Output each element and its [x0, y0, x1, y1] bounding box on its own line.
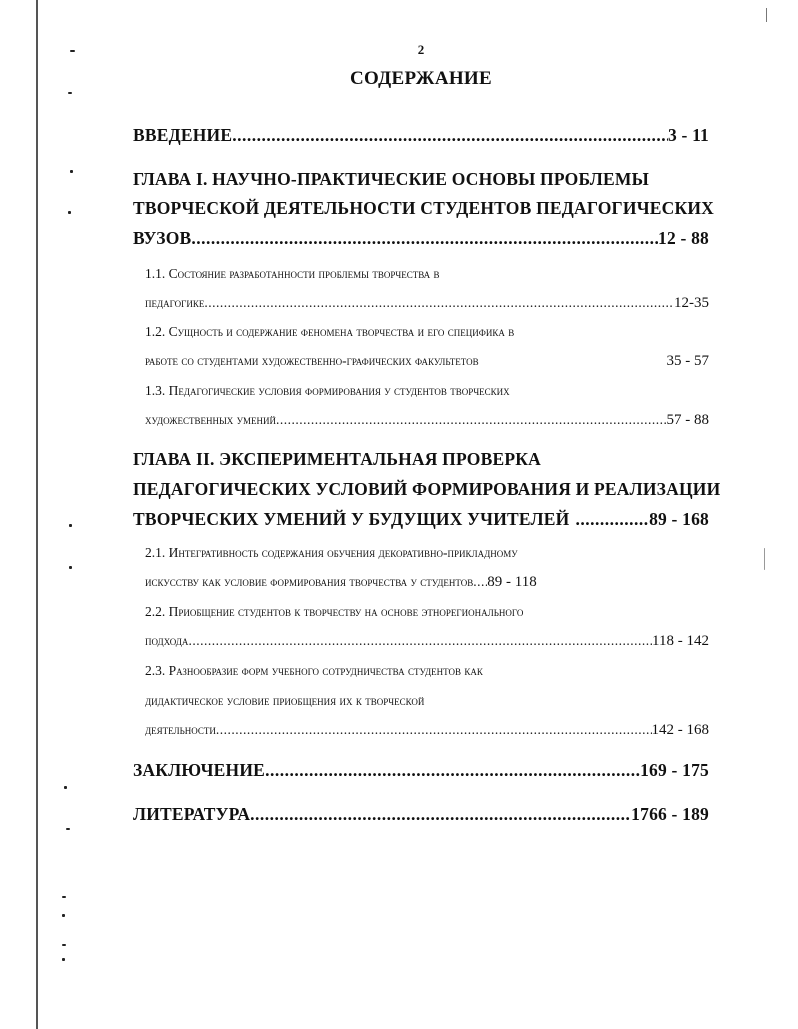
section-heading: дидактическое условие приобщения их к творческой — [145, 693, 425, 708]
dot-leader — [569, 509, 649, 530]
toc-entry-pages: 89 - 168 — [649, 509, 709, 529]
toc-entry-label: подхода — [145, 633, 189, 648]
dot-leader — [265, 760, 640, 781]
scan-mark — [766, 8, 767, 22]
dot-leader — [276, 412, 666, 428]
scan-speck — [66, 828, 70, 830]
scan-speck — [68, 92, 72, 94]
toc-entry-pages: 1766 - 189 — [631, 804, 709, 824]
toc-entry-section[interactable] — [145, 633, 709, 650]
chapter-heading: ТВОРЧЕСКОЙ ДЕЯТЕЛЬНОСТИ СТУДЕНТОВ ПЕДАГОГИЧЕСКИХ — [133, 198, 714, 218]
toc-entry-label: ВУЗОВ — [133, 228, 192, 248]
dot-leader — [473, 574, 487, 590]
toc-entry-chapter1[interactable] — [133, 228, 709, 249]
toc-entry-section[interactable] — [145, 574, 709, 591]
toc-entry-label: искусству как условие формирования творчества у студентов — [145, 574, 474, 589]
toc-entry-chapter2[interactable] — [133, 509, 709, 530]
section-heading: 2.3. Разнообразие форм учебного сотрудничества студентов как — [145, 663, 483, 678]
toc-entry-section[interactable] — [145, 412, 709, 429]
dot-leader — [188, 633, 652, 649]
scan-speck — [70, 170, 73, 173]
scan-speck — [69, 566, 72, 569]
dot-leader — [191, 228, 658, 249]
page-title: СОДЕРЖАНИЕ — [350, 68, 492, 89]
scan-speck — [62, 896, 66, 898]
section-heading: 1.3. Педагогические условия формирования у студентов творческих — [145, 383, 510, 398]
toc-entry-section[interactable] — [145, 353, 709, 370]
toc-entry-pages: 57 - 88 — [666, 412, 709, 428]
scan-edge-line — [36, 0, 38, 1029]
toc-entry-section[interactable] — [145, 295, 709, 312]
chapter-heading: ГЛАВА I. НАУЧНО-ПРАКТИЧЕСКИЕ ОСНОВЫ ПРОБЛЕМЫ — [133, 169, 650, 189]
toc-entry-label: работе со студентами художественно-графических факультетов — [145, 353, 479, 368]
chapter-heading: ГЛАВА II. ЭКСПЕРИМЕНТАЛЬНАЯ ПРОВЕРКА — [133, 449, 541, 469]
toc-entry-label: деятельности — [145, 722, 216, 737]
toc-entry-pages: 118 - 142 — [652, 633, 709, 649]
toc-entry-pages: 142 - 168 — [651, 722, 709, 738]
section-heading: 2.1. Интегративность содержания обучения декоративно-прикладному — [145, 545, 518, 560]
toc-entry-label: ТВОРЧЕСКИХ УМЕНИЙ У БУДУЩИХ УЧИТЕЛЕЙ — [133, 509, 570, 529]
dot-leader — [216, 722, 652, 738]
toc-entry-pages: 3 - 11 — [667, 125, 709, 145]
toc-entry-label: художественных умений — [145, 412, 277, 427]
scan-speck — [62, 958, 65, 961]
toc-entry-label: ВВЕДЕНИЕ — [133, 125, 233, 145]
toc-entry-pages: 89 - 118 — [487, 574, 537, 590]
toc-entry-conclusion[interactable] — [133, 760, 709, 781]
toc-entry-section[interactable] — [145, 722, 709, 739]
toc-entry-pages: 169 - 175 — [640, 760, 709, 780]
scan-speck — [68, 211, 71, 214]
toc-entry-intro[interactable] — [133, 125, 709, 146]
section-heading: 2.2. Приобщение студентов к творчеству на основе этнорегионального — [145, 604, 524, 619]
toc-entry-label: педагогике — [145, 295, 205, 310]
toc-entry-pages: 12 - 88 — [658, 228, 709, 248]
toc-entry-label: ЛИТЕРАТУРА — [133, 804, 251, 824]
page-number: 2 — [417, 42, 425, 57]
scan-speck — [62, 914, 65, 917]
scan-speck — [764, 548, 765, 570]
toc-entry-pages: 12-35 — [674, 295, 709, 311]
scan-speck — [64, 786, 67, 789]
section-heading: 1.1. Состояние разработанности проблемы творчества в — [145, 266, 440, 281]
section-heading: 1.2. Сущность и содержание феномена творчества и его специфика в — [145, 324, 515, 339]
toc-entry-label: ЗАКЛЮЧЕНИЕ — [133, 760, 266, 780]
chapter-heading: ПЕДАГОГИЧЕСКИХ УСЛОВИЙ ФОРМИРОВАНИЯ И РЕАЛИЗАЦИИ — [133, 479, 721, 499]
toc-entry-literature[interactable] — [133, 804, 709, 825]
dot-leader — [250, 804, 631, 825]
scan-speck — [69, 524, 72, 527]
toc-entry-pages: 35 - 57 — [666, 353, 709, 369]
dot-leader — [204, 295, 674, 311]
dot-leader — [232, 125, 668, 146]
scan-speck — [62, 944, 66, 946]
